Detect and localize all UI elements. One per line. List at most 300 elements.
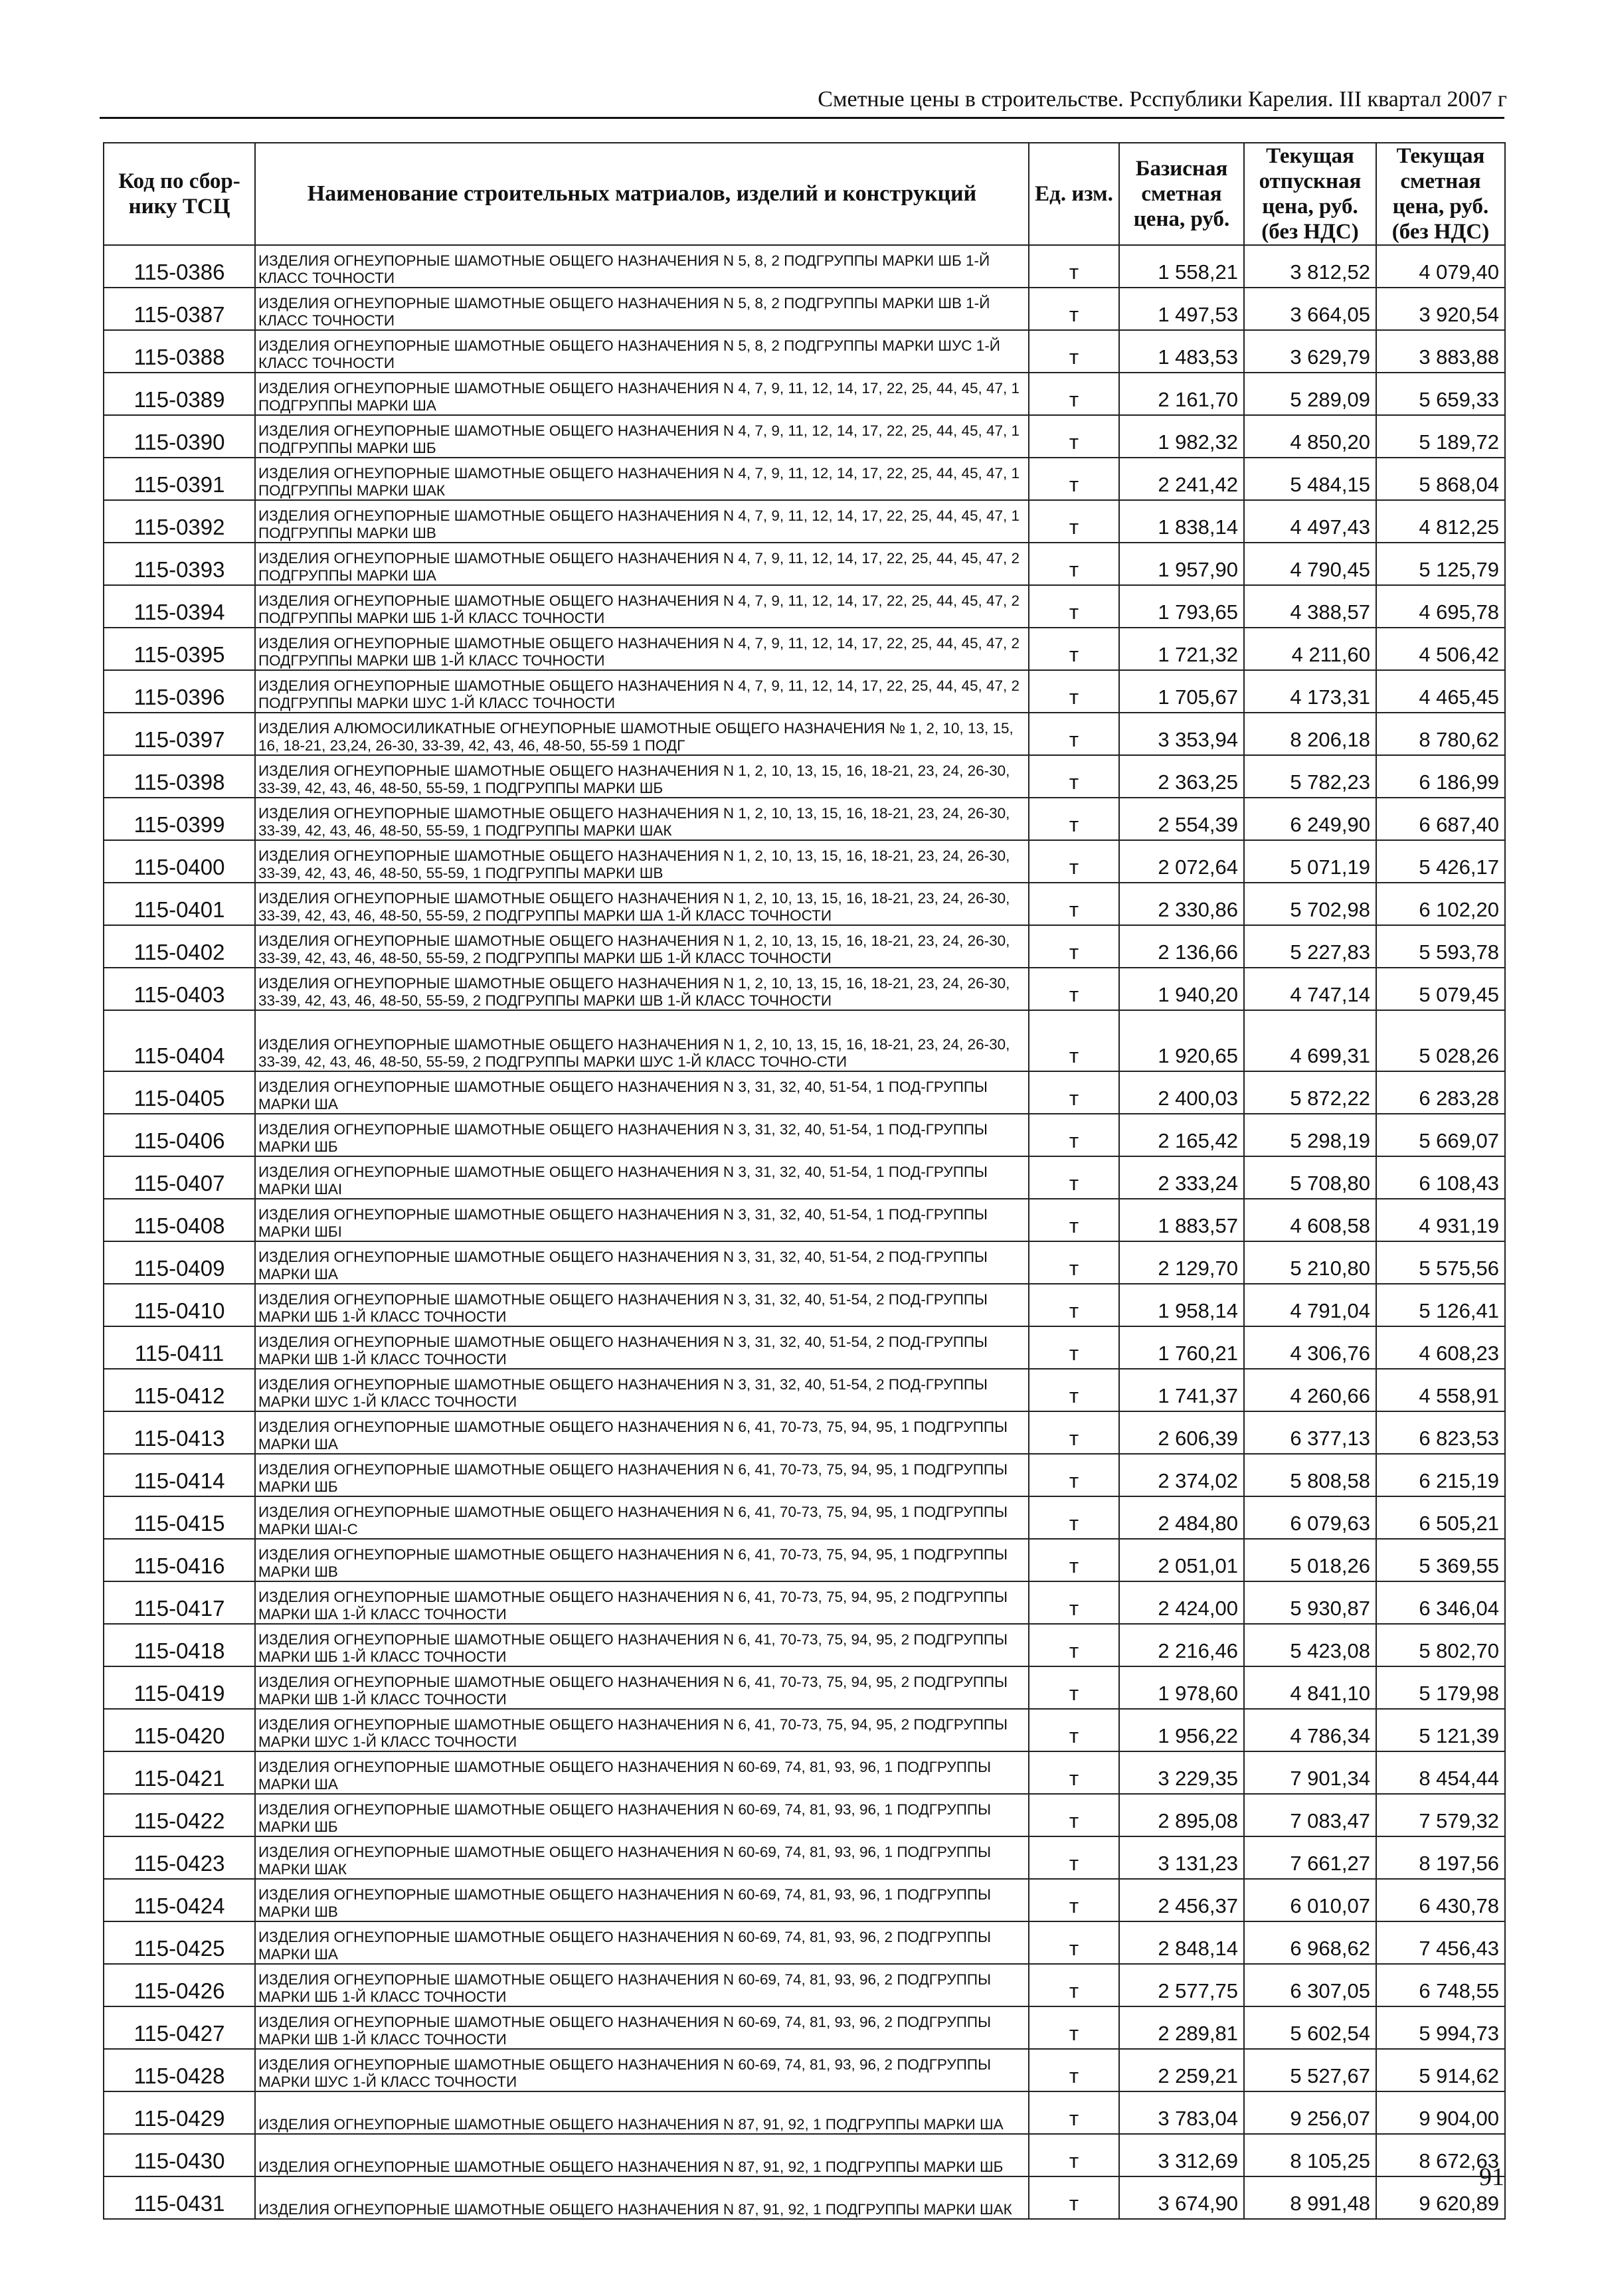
- cell-name: ИЗДЕЛИЯ ОГНЕУПОРНЫЕ ШАМОТНЫЕ ОБЩЕГО НАЗНАЧЕНИЯ N 4, 7, 9, 11, 12, 14, 17, 22, 25, 44, 45, 47, 1 ПОДГРУППЫ МАРКИ ШАК: [255, 458, 1029, 500]
- cell-current-release-price: 4 747,14: [1244, 968, 1376, 1010]
- cell-code: 115-0393: [104, 543, 255, 585]
- cell-base-price: 2 165,42: [1119, 1114, 1244, 1156]
- table-row: [104, 1411, 1505, 1454]
- cell-unit: т: [1029, 670, 1119, 713]
- cell-name: ИЗДЕЛИЯ ОГНЕУПОРНЫЕ ШАМОТНЫЕ ОБЩЕГО НАЗНАЧЕНИЯ N 6, 41, 70-73, 75, 94, 95, 2 ПОДГРУППЫ МАРКИ ШВ 1-Й КЛАСС ТОЧНОСТИ: [255, 1666, 1029, 1709]
- cell-code: 115-0386: [104, 245, 255, 288]
- cell-unit: т: [1029, 883, 1119, 925]
- cell-current-estimated-price: 5 126,41: [1376, 1284, 1505, 1326]
- cell-name: ИЗДЕЛИЯ ОГНЕУПОРНЫЕ ШАМОТНЫЕ ОБЩЕГО НАЗНАЧЕНИЯ N 60-69, 74, 81, 93, 96, 1 ПОДГРУППЫ МАРКИ ША: [255, 1751, 1029, 1794]
- cell-unit: т: [1029, 458, 1119, 500]
- column-header-unit: Ед. изм.: [1029, 143, 1119, 245]
- cell-name: ИЗДЕЛИЯ ОГНЕУПОРНЫЕ ШАМОТНЫЕ ОБЩЕГО НАЗНАЧЕНИЯ N 6, 41, 70-73, 75, 94, 95, 2 ПОДГРУППЫ МАРКИ ШБ 1-Й КЛАСС ТОЧНОСТИ: [255, 1624, 1029, 1666]
- cell-code: 115-0397: [104, 713, 255, 755]
- cell-code: 115-0423: [104, 1836, 255, 1879]
- table-row: [104, 1879, 1505, 1921]
- cell-base-price: 1 838,14: [1119, 500, 1244, 543]
- cell-current-estimated-price: 5 575,56: [1376, 1241, 1505, 1284]
- cell-code: 115-0407: [104, 1156, 255, 1199]
- cell-name: ИЗДЕЛИЯ ОГНЕУПОРНЫЕ ШАМОТНЫЕ ОБЩЕГО НАЗНАЧЕНИЯ N 60-69, 74, 81, 93, 96, 1 ПОДГРУППЫ МАРКИ ШАК: [255, 1836, 1029, 1879]
- cell-unit: т: [1029, 1879, 1119, 1921]
- cell-unit: т: [1029, 1921, 1119, 1964]
- cell-code: 115-0402: [104, 925, 255, 968]
- cell-unit: т: [1029, 1624, 1119, 1666]
- cell-base-price: 2 330,86: [1119, 883, 1244, 925]
- cell-current-release-price: 3 664,05: [1244, 288, 1376, 330]
- cell-name: ИЗДЕЛИЯ ОГНЕУПОРНЫЕ ШАМОТНЫЕ ОБЩЕГО НАЗНАЧЕНИЯ N 60-69, 74, 81, 93, 96, 2 ПОДГРУППЫ МАРКИ ШУС 1-Й КЛАСС ТОЧНОСТИ: [255, 2049, 1029, 2091]
- cell-name: ИЗДЕЛИЯ ОГНЕУПОРНЫЕ ШАМОТНЫЕ ОБЩЕГО НАЗНАЧЕНИЯ N 4, 7, 9, 11, 12, 14, 17, 22, 25, 44, 45, 47, 1 ПОДГРУППЫ МАРКИ ШВ: [255, 500, 1029, 543]
- cell-current-release-price: 5 018,26: [1244, 1539, 1376, 1581]
- cell-base-price: 2 072,64: [1119, 840, 1244, 883]
- cell-current-release-price: 5 602,54: [1244, 2006, 1376, 2049]
- cell-name: ИЗДЕЛИЯ ОГНЕУПОРНЫЕ ШАМОТНЫЕ ОБЩЕГО НАЗНАЧЕНИЯ N 4, 7, 9, 11, 12, 14, 17, 22, 25, 44, 45, 47, 1 ПОДГРУППЫ МАРКИ ШБ: [255, 415, 1029, 458]
- cell-current-release-price: 6 079,63: [1244, 1496, 1376, 1539]
- cell-current-estimated-price: 5 079,45: [1376, 968, 1505, 1010]
- cell-current-release-price: 6 307,05: [1244, 1964, 1376, 2006]
- cell-current-release-price: 4 608,58: [1244, 1199, 1376, 1241]
- table-row: [104, 373, 1505, 415]
- cell-unit: т: [1029, 1581, 1119, 1624]
- cell-base-price: 1 793,65: [1119, 585, 1244, 628]
- cell-name: ИЗДЕЛИЯ ОГНЕУПОРНЫЕ ШАМОТНЫЕ ОБЩЕГО НАЗНАЧЕНИЯ N 3, 31, 32, 40, 51-54, 1 ПОД-ГРУППЫ МАРКИ ША: [255, 1071, 1029, 1114]
- cell-code: 115-0413: [104, 1411, 255, 1454]
- table-row: [104, 1114, 1505, 1156]
- cell-unit: т: [1029, 1454, 1119, 1496]
- cell-code: 115-0410: [104, 1284, 255, 1326]
- table-row: [104, 2091, 1505, 2134]
- table-row: [104, 2049, 1505, 2091]
- cell-base-price: 2 161,70: [1119, 373, 1244, 415]
- cell-code: 115-0430: [104, 2134, 255, 2176]
- table-row: [104, 1199, 1505, 1241]
- cell-current-estimated-price: 4 506,42: [1376, 628, 1505, 670]
- cell-current-release-price: 4 173,31: [1244, 670, 1376, 713]
- cell-current-release-price: 5 708,80: [1244, 1156, 1376, 1199]
- cell-unit: т: [1029, 1071, 1119, 1114]
- cell-unit: т: [1029, 415, 1119, 458]
- cell-name: ИЗДЕЛИЯ ОГНЕУПОРНЫЕ ШАМОТНЫЕ ОБЩЕГО НАЗНАЧЕНИЯ N 60-69, 74, 81, 93, 96, 2 ПОДГРУППЫ МАРКИ ША: [255, 1921, 1029, 1964]
- cell-current-release-price: 4 791,04: [1244, 1284, 1376, 1326]
- cell-current-estimated-price: 8 780,62: [1376, 713, 1505, 755]
- cell-base-price: 2 333,24: [1119, 1156, 1244, 1199]
- cell-code: 115-0396: [104, 670, 255, 713]
- cell-unit: т: [1029, 1751, 1119, 1794]
- cell-current-estimated-price: 5 028,26: [1376, 1010, 1505, 1071]
- cell-code: 115-0431: [104, 2176, 255, 2219]
- cell-name: ИЗДЕЛИЯ ОГНЕУПОРНЫЕ ШАМОТНЫЕ ОБЩЕГО НАЗНАЧЕНИЯ N 3, 31, 32, 40, 51-54, 2 ПОД-ГРУППЫ МАРКИ ШБ 1-Й КЛАСС ТОЧНОСТИ: [255, 1284, 1029, 1326]
- cell-current-release-price: 5 210,80: [1244, 1241, 1376, 1284]
- table-row: [104, 1539, 1505, 1581]
- table-row: [104, 968, 1505, 1010]
- cell-base-price: 2 363,25: [1119, 755, 1244, 798]
- cell-name: ИЗДЕЛИЯ ОГНЕУПОРНЫЕ ШАМОТНЫЕ ОБЩЕГО НАЗНАЧЕНИЯ N 87, 91, 92, 1 ПОДГРУППЫ МАРКИ ША: [255, 2091, 1029, 2134]
- cell-base-price: 2 241,42: [1119, 458, 1244, 500]
- cell-name: ИЗДЕЛИЯ ОГНЕУПОРНЫЕ ШАМОТНЫЕ ОБЩЕГО НАЗНАЧЕНИЯ N 3, 31, 32, 40, 51-54, 1 ПОД-ГРУППЫ МАРКИ ШБ: [255, 1114, 1029, 1156]
- cell-current-estimated-price: 6 102,20: [1376, 883, 1505, 925]
- cell-base-price: 1 760,21: [1119, 1326, 1244, 1369]
- cell-current-estimated-price: 5 868,04: [1376, 458, 1505, 500]
- cell-current-release-price: 4 790,45: [1244, 543, 1376, 585]
- cell-base-price: 1 982,32: [1119, 415, 1244, 458]
- column-header-current-release-price: Текущая отпускная цена, руб. (без НДС): [1244, 143, 1376, 245]
- cell-current-estimated-price: 7 456,43: [1376, 1921, 1505, 1964]
- cell-base-price: 2 424,00: [1119, 1581, 1244, 1624]
- cell-code: 115-0411: [104, 1326, 255, 1369]
- cell-code: 115-0392: [104, 500, 255, 543]
- cell-current-release-price: 4 699,31: [1244, 1010, 1376, 1071]
- cell-unit: т: [1029, 1411, 1119, 1454]
- cell-base-price: 3 229,35: [1119, 1751, 1244, 1794]
- column-header-current-estimated-price: Текущая сметная цена, руб. (без НДС): [1376, 143, 1505, 245]
- cell-base-price: 1 705,67: [1119, 670, 1244, 713]
- table-body: [104, 245, 1505, 2219]
- cell-unit: т: [1029, 2176, 1119, 2219]
- cell-current-estimated-price: 4 812,25: [1376, 500, 1505, 543]
- table-row: [104, 1241, 1505, 1284]
- cell-base-price: 2 606,39: [1119, 1411, 1244, 1454]
- cell-unit: т: [1029, 1369, 1119, 1411]
- cell-current-release-price: 4 388,57: [1244, 585, 1376, 628]
- cell-current-estimated-price: 6 687,40: [1376, 798, 1505, 840]
- cell-name: ИЗДЕЛИЯ ОГНЕУПОРНЫЕ ШАМОТНЫЕ ОБЩЕГО НАЗНАЧЕНИЯ N 1, 2, 10, 13, 15, 16, 18-21, 23, 24, 26-30, 33-39, 42, 43, 46, 48-50, 55-59, 2 ПОДГРУППЫ МАРКИ ШБ 1-Й КЛАСС ТОЧНОСТИ: [255, 925, 1029, 968]
- page-number: 91: [1479, 2163, 1504, 2191]
- cell-current-release-price: 7 083,47: [1244, 1794, 1376, 1836]
- cell-current-release-price: 5 702,98: [1244, 883, 1376, 925]
- cell-current-estimated-price: 8 672,63: [1376, 2134, 1505, 2176]
- cell-name: ИЗДЕЛИЯ ОГНЕУПОРНЫЕ ШАМОТНЫЕ ОБЩЕГО НАЗНАЧЕНИЯ N 6, 41, 70-73, 75, 94, 95, 1 ПОДГРУППЫ МАРКИ ШБ: [255, 1454, 1029, 1496]
- cell-base-price: 1 483,53: [1119, 330, 1244, 373]
- cell-base-price: 2 554,39: [1119, 798, 1244, 840]
- cell-unit: т: [1029, 1199, 1119, 1241]
- cell-current-estimated-price: 6 283,28: [1376, 1071, 1505, 1114]
- cell-current-release-price: 5 423,08: [1244, 1624, 1376, 1666]
- cell-unit: т: [1029, 1666, 1119, 1709]
- cell-current-estimated-price: 4 558,91: [1376, 1369, 1505, 1411]
- table-row: [104, 458, 1505, 500]
- cell-base-price: 2 400,03: [1119, 1071, 1244, 1114]
- cell-code: 115-0418: [104, 1624, 255, 1666]
- table-row: [104, 1751, 1505, 1794]
- cell-current-release-price: 5 930,87: [1244, 1581, 1376, 1624]
- cell-unit: т: [1029, 288, 1119, 330]
- table-row: [104, 245, 1505, 288]
- table-row: [104, 1284, 1505, 1326]
- cell-code: 115-0401: [104, 883, 255, 925]
- table-row: [104, 1666, 1505, 1709]
- cell-unit: т: [1029, 543, 1119, 585]
- cell-current-estimated-price: 4 465,45: [1376, 670, 1505, 713]
- cell-name: ИЗДЕЛИЯ ОГНЕУПОРНЫЕ ШАМОТНЫЕ ОБЩЕГО НАЗНАЧЕНИЯ N 3, 31, 32, 40, 51-54, 2 ПОД-ГРУППЫ МАРКИ ША: [255, 1241, 1029, 1284]
- cell-current-estimated-price: 5 369,55: [1376, 1539, 1505, 1581]
- cell-name: ИЗДЕЛИЯ ОГНЕУПОРНЫЕ ШАМОТНЫЕ ОБЩЕГО НАЗНАЧЕНИЯ N 1, 2, 10, 13, 15, 16, 18-21, 23, 24, 26-30, 33-39, 42, 43, 46, 48-50, 55-59, 2 ПОДГРУППЫ МАРКИ ШУС 1-Й КЛАСС ТОЧНО-СТИ: [255, 1010, 1029, 1071]
- cell-code: 115-0422: [104, 1794, 255, 1836]
- cell-unit: т: [1029, 968, 1119, 1010]
- cell-code: 115-0429: [104, 2091, 255, 2134]
- cell-code: 115-0412: [104, 1369, 255, 1411]
- cell-code: 115-0399: [104, 798, 255, 840]
- cell-name: ИЗДЕЛИЯ ОГНЕУПОРНЫЕ ШАМОТНЫЕ ОБЩЕГО НАЗНАЧЕНИЯ N 60-69, 74, 81, 93, 96, 2 ПОДГРУППЫ МАРКИ ШБ 1-Й КЛАСС ТОЧНОСТИ: [255, 1964, 1029, 2006]
- table-row: [104, 925, 1505, 968]
- cell-base-price: 1 497,53: [1119, 288, 1244, 330]
- cell-unit: т: [1029, 1156, 1119, 1199]
- cell-current-estimated-price: 4 079,40: [1376, 245, 1505, 288]
- cell-current-estimated-price: 8 454,44: [1376, 1751, 1505, 1794]
- cell-unit: т: [1029, 245, 1119, 288]
- cell-base-price: 1 957,90: [1119, 543, 1244, 585]
- running-header: Сметные цены в строительстве. Рсспублики Карелия. III квартал 2007 г: [818, 87, 1507, 112]
- cell-unit: т: [1029, 2006, 1119, 2049]
- cell-name: ИЗДЕЛИЯ ОГНЕУПОРНЫЕ ШАМОТНЫЕ ОБЩЕГО НАЗНАЧЕНИЯ N 87, 91, 92, 1 ПОДГРУППЫ МАРКИ ШАК: [255, 2176, 1029, 2219]
- column-header-code: Код по сбор-нику ТСЦ: [104, 143, 255, 245]
- cell-name: ИЗДЕЛИЯ ОГНЕУПОРНЫЕ ШАМОТНЫЕ ОБЩЕГО НАЗНАЧЕНИЯ N 5, 8, 2 ПОДГРУППЫ МАРКИ ШУС 1-Й КЛАСС ТОЧНОСТИ: [255, 330, 1029, 373]
- cell-name: ИЗДЕЛИЯ ОГНЕУПОРНЫЕ ШАМОТНЫЕ ОБЩЕГО НАЗНАЧЕНИЯ N 1, 2, 10, 13, 15, 16, 18-21, 23, 24, 26-30, 33-39, 42, 43, 46, 48-50, 55-59, 1 ПОДГРУППЫ МАРКИ ШВ: [255, 840, 1029, 883]
- cell-current-release-price: 3 629,79: [1244, 330, 1376, 373]
- cell-unit: т: [1029, 1114, 1119, 1156]
- table-row: [104, 288, 1505, 330]
- cell-code: 115-0417: [104, 1581, 255, 1624]
- table-row: [104, 1010, 1505, 1071]
- cell-unit: т: [1029, 1010, 1119, 1071]
- cell-code: 115-0395: [104, 628, 255, 670]
- cell-base-price: 1 940,20: [1119, 968, 1244, 1010]
- cell-current-estimated-price: 6 748,55: [1376, 1964, 1505, 2006]
- table-row: [104, 670, 1505, 713]
- table-row: [104, 1709, 1505, 1751]
- table-row: [104, 1369, 1505, 1411]
- cell-code: 115-0409: [104, 1241, 255, 1284]
- cell-current-release-price: 7 901,34: [1244, 1751, 1376, 1794]
- table-row: [104, 1496, 1505, 1539]
- cell-unit: т: [1029, 1496, 1119, 1539]
- cell-base-price: 3 674,90: [1119, 2176, 1244, 2219]
- cell-code: 115-0398: [104, 755, 255, 798]
- cell-current-release-price: 5 484,15: [1244, 458, 1376, 500]
- cell-current-estimated-price: 5 669,07: [1376, 1114, 1505, 1156]
- cell-name: ИЗДЕЛИЯ ОГНЕУПОРНЫЕ ШАМОТНЫЕ ОБЩЕГО НАЗНАЧЕНИЯ N 4, 7, 9, 11, 12, 14, 17, 22, 25, 44, 45, 47, 2 ПОДГРУППЫ МАРКИ ШУС 1-Й КЛАСС ТОЧНОСТИ: [255, 670, 1029, 713]
- cell-current-estimated-price: 3 920,54: [1376, 288, 1505, 330]
- cell-code: 115-0419: [104, 1666, 255, 1709]
- cell-base-price: 3 783,04: [1119, 2091, 1244, 2134]
- cell-current-release-price: 4 211,60: [1244, 628, 1376, 670]
- cell-base-price: 1 978,60: [1119, 1666, 1244, 1709]
- table-row: [104, 1454, 1505, 1496]
- cell-current-estimated-price: 5 426,17: [1376, 840, 1505, 883]
- cell-current-estimated-price: 5 914,62: [1376, 2049, 1505, 2091]
- cell-unit: т: [1029, 1539, 1119, 1581]
- table-row: [104, 2176, 1505, 2219]
- cell-base-price: 1 883,57: [1119, 1199, 1244, 1241]
- cell-code: 115-0391: [104, 458, 255, 500]
- cell-current-estimated-price: 6 346,04: [1376, 1581, 1505, 1624]
- cell-code: 115-0420: [104, 1709, 255, 1751]
- cell-code: 115-0415: [104, 1496, 255, 1539]
- cell-name: ИЗДЕЛИЯ ОГНЕУПОРНЫЕ ШАМОТНЫЕ ОБЩЕГО НАЗНАЧЕНИЯ N 5, 8, 2 ПОДГРУППЫ МАРКИ ШВ 1-Й КЛАСС ТОЧНОСТИ: [255, 288, 1029, 330]
- cell-current-release-price: 4 841,10: [1244, 1666, 1376, 1709]
- cell-name: ИЗДЕЛИЯ ОГНЕУПОРНЫЕ ШАМОТНЫЕ ОБЩЕГО НАЗНАЧЕНИЯ N 60-69, 74, 81, 93, 96, 1 ПОДГРУППЫ МАРКИ ШБ: [255, 1794, 1029, 1836]
- cell-current-release-price: 5 808,58: [1244, 1454, 1376, 1496]
- table-row: [104, 798, 1505, 840]
- cell-current-release-price: 6 010,07: [1244, 1879, 1376, 1921]
- cell-code: 115-0389: [104, 373, 255, 415]
- cell-current-estimated-price: 6 215,19: [1376, 1454, 1505, 1496]
- cell-name: ИЗДЕЛИЯ ОГНЕУПОРНЫЕ ШАМОТНЫЕ ОБЩЕГО НАЗНАЧЕНИЯ N 6, 41, 70-73, 75, 94, 95, 1 ПОДГРУППЫ МАРКИ ШАI-С: [255, 1496, 1029, 1539]
- table-row: [104, 330, 1505, 373]
- cell-current-release-price: 7 661,27: [1244, 1836, 1376, 1879]
- cell-name: ИЗДЕЛИЯ ОГНЕУПОРНЫЕ ШАМОТНЫЕ ОБЩЕГО НАЗНАЧЕНИЯ N 6, 41, 70-73, 75, 94, 95, 2 ПОДГРУППЫ МАРКИ ША 1-Й КЛАСС ТОЧНОСТИ: [255, 1581, 1029, 1624]
- cell-current-estimated-price: 6 823,53: [1376, 1411, 1505, 1454]
- cell-current-release-price: 3 812,52: [1244, 245, 1376, 288]
- table-header-row: [104, 143, 1505, 245]
- cell-unit: т: [1029, 2049, 1119, 2091]
- cell-code: 115-0400: [104, 840, 255, 883]
- cell-current-estimated-price: 6 430,78: [1376, 1879, 1505, 1921]
- cell-unit: т: [1029, 330, 1119, 373]
- cell-code: 115-0403: [104, 968, 255, 1010]
- cell-unit: т: [1029, 500, 1119, 543]
- column-header-base-price: Базисная сметная цена, руб.: [1119, 143, 1244, 245]
- cell-unit: т: [1029, 2091, 1119, 2134]
- cell-unit: т: [1029, 1709, 1119, 1751]
- cell-name: ИЗДЕЛИЯ ОГНЕУПОРНЫЕ ШАМОТНЫЕ ОБЩЕГО НАЗНАЧЕНИЯ N 6, 41, 70-73, 75, 94, 95, 2 ПОДГРУППЫ МАРКИ ШУС 1-Й КЛАСС ТОЧНОСТИ: [255, 1709, 1029, 1751]
- cell-name: ИЗДЕЛИЯ АЛЮМОСИЛИКАТНЫЕ ОГНЕУПОРНЫЕ ШАМОТНЫЕ ОБЩЕГО НАЗНАЧЕНИЯ № 1, 2, 10, 13, 15, 16, 18-21, 23,24, 26-30, 33-39, 42, 43, 46, 48-50, 55-59 1 ПОДГ: [255, 713, 1029, 755]
- cell-unit: т: [1029, 1836, 1119, 1879]
- table-row: [104, 2006, 1505, 2049]
- cell-base-price: 2 216,46: [1119, 1624, 1244, 1666]
- cell-name: ИЗДЕЛИЯ ОГНЕУПОРНЫЕ ШАМОТНЫЕ ОБЩЕГО НАЗНАЧЕНИЯ N 4, 7, 9, 11, 12, 14, 17, 22, 25, 44, 45, 47, 2 ПОДГРУППЫ МАРКИ ШБ 1-Й КЛАСС ТОЧНОСТИ: [255, 585, 1029, 628]
- cell-name: ИЗДЕЛИЯ ОГНЕУПОРНЫЕ ШАМОТНЫЕ ОБЩЕГО НАЗНАЧЕНИЯ N 3, 31, 32, 40, 51-54, 2 ПОД-ГРУППЫ МАРКИ ШВ 1-Й КЛАСС ТОЧНОСТИ: [255, 1326, 1029, 1369]
- cell-base-price: 2 848,14: [1119, 1921, 1244, 1964]
- cell-current-estimated-price: 4 608,23: [1376, 1326, 1505, 1369]
- cell-unit: т: [1029, 2134, 1119, 2176]
- cell-current-release-price: 5 071,19: [1244, 840, 1376, 883]
- table-row: [104, 1921, 1505, 1964]
- table-row: [104, 1581, 1505, 1624]
- table-row: [104, 2134, 1505, 2176]
- cell-current-estimated-price: 5 121,39: [1376, 1709, 1505, 1751]
- cell-code: 115-0414: [104, 1454, 255, 1496]
- cell-base-price: 3 353,94: [1119, 713, 1244, 755]
- cell-code: 115-0406: [104, 1114, 255, 1156]
- cell-unit: т: [1029, 585, 1119, 628]
- cell-name: ИЗДЕЛИЯ ОГНЕУПОРНЫЕ ШАМОТНЫЕ ОБЩЕГО НАЗНАЧЕНИЯ N 4, 7, 9, 11, 12, 14, 17, 22, 25, 44, 45, 47, 2 ПОДГРУППЫ МАРКИ ШВ 1-Й КЛАСС ТОЧНОСТИ: [255, 628, 1029, 670]
- cell-name: ИЗДЕЛИЯ ОГНЕУПОРНЫЕ ШАМОТНЫЕ ОБЩЕГО НАЗНАЧЕНИЯ N 4, 7, 9, 11, 12, 14, 17, 22, 25, 44, 45, 47, 1 ПОДГРУППЫ МАРКИ ША: [255, 373, 1029, 415]
- cell-base-price: 2 259,21: [1119, 2049, 1244, 2091]
- cell-unit: т: [1029, 798, 1119, 840]
- cell-base-price: 1 920,65: [1119, 1010, 1244, 1071]
- cell-current-estimated-price: 9 620,89: [1376, 2176, 1505, 2219]
- cell-base-price: 2 577,75: [1119, 1964, 1244, 2006]
- cell-current-release-price: 5 782,23: [1244, 755, 1376, 798]
- table-row: [104, 1326, 1505, 1369]
- cell-unit: т: [1029, 1964, 1119, 2006]
- cell-code: 115-0408: [104, 1199, 255, 1241]
- cell-current-estimated-price: 7 579,32: [1376, 1794, 1505, 1836]
- cell-name: ИЗДЕЛИЯ ОГНЕУПОРНЫЕ ШАМОТНЫЕ ОБЩЕГО НАЗНАЧЕНИЯ N 3, 31, 32, 40, 51-54, 1 ПОД-ГРУППЫ МАРКИ ШБI: [255, 1199, 1029, 1241]
- cell-unit: т: [1029, 755, 1119, 798]
- cell-base-price: 1 721,32: [1119, 628, 1244, 670]
- cell-current-release-price: 4 850,20: [1244, 415, 1376, 458]
- column-header-name: Наименование строительных матриалов, изделий и конструкций: [255, 143, 1029, 245]
- cell-current-release-price: 5 227,83: [1244, 925, 1376, 968]
- cell-current-release-price: 9 256,07: [1244, 2091, 1376, 2134]
- cell-current-release-price: 5 298,19: [1244, 1114, 1376, 1156]
- cell-base-price: 2 289,81: [1119, 2006, 1244, 2049]
- table-row: [104, 883, 1505, 925]
- cell-current-release-price: 5 289,09: [1244, 373, 1376, 415]
- cell-current-estimated-price: 5 659,33: [1376, 373, 1505, 415]
- header-rule: [100, 117, 1504, 119]
- table-row: [104, 585, 1505, 628]
- table-row: [104, 628, 1505, 670]
- table-row: [104, 1071, 1505, 1114]
- cell-name: ИЗДЕЛИЯ ОГНЕУПОРНЫЕ ШАМОТНЫЕ ОБЩЕГО НАЗНАЧЕНИЯ N 1, 2, 10, 13, 15, 16, 18-21, 23, 24, 26-30, 33-39, 42, 43, 46, 48-50, 55-59, 2 ПОДГРУППЫ МАРКИ ША 1-Й КЛАСС ТОЧНОСТИ: [255, 883, 1029, 925]
- cell-code: 115-0426: [104, 1964, 255, 2006]
- table-row: [104, 1836, 1505, 1879]
- table-row: [104, 500, 1505, 543]
- cell-code: 115-0405: [104, 1071, 255, 1114]
- cell-base-price: 3 312,69: [1119, 2134, 1244, 2176]
- cell-name: ИЗДЕЛИЯ ОГНЕУПОРНЫЕ ШАМОТНЫЕ ОБЩЕГО НАЗНАЧЕНИЯ N 6, 41, 70-73, 75, 94, 95, 1 ПОДГРУППЫ МАРКИ ША: [255, 1411, 1029, 1454]
- cell-code: 115-0387: [104, 288, 255, 330]
- cell-code: 115-0388: [104, 330, 255, 373]
- table-row: [104, 1964, 1505, 2006]
- table-row: [104, 840, 1505, 883]
- cell-name: ИЗДЕЛИЯ ОГНЕУПОРНЫЕ ШАМОТНЫЕ ОБЩЕГО НАЗНАЧЕНИЯ N 4, 7, 9, 11, 12, 14, 17, 22, 25, 44, 45, 47, 2 ПОДГРУППЫ МАРКИ ША: [255, 543, 1029, 585]
- cell-current-estimated-price: 3 883,88: [1376, 330, 1505, 373]
- cell-code: 115-0421: [104, 1751, 255, 1794]
- table-row: [104, 1156, 1505, 1199]
- cell-current-estimated-price: 4 695,78: [1376, 585, 1505, 628]
- cell-current-release-price: 4 786,34: [1244, 1709, 1376, 1751]
- cell-current-estimated-price: 5 179,98: [1376, 1666, 1505, 1709]
- cell-current-estimated-price: 5 802,70: [1376, 1624, 1505, 1666]
- cell-name: ИЗДЕЛИЯ ОГНЕУПОРНЫЕ ШАМОТНЫЕ ОБЩЕГО НАЗНАЧЕНИЯ N 87, 91, 92, 1 ПОДГРУППЫ МАРКИ ШБ: [255, 2134, 1029, 2176]
- cell-name: ИЗДЕЛИЯ ОГНЕУПОРНЫЕ ШАМОТНЫЕ ОБЩЕГО НАЗНАЧЕНИЯ N 1, 2, 10, 13, 15, 16, 18-21, 23, 24, 26-30, 33-39, 42, 43, 46, 48-50, 55-59, 2 ПОДГРУППЫ МАРКИ ШВ 1-Й КЛАСС ТОЧНОСТИ: [255, 968, 1029, 1010]
- cell-current-estimated-price: 6 186,99: [1376, 755, 1505, 798]
- cell-unit: т: [1029, 1326, 1119, 1369]
- cell-unit: т: [1029, 840, 1119, 883]
- table-row: [104, 1624, 1505, 1666]
- cell-current-release-price: 5 872,22: [1244, 1071, 1376, 1114]
- cell-current-release-price: 5 527,67: [1244, 2049, 1376, 2091]
- cell-name: ИЗДЕЛИЯ ОГНЕУПОРНЫЕ ШАМОТНЫЕ ОБЩЕГО НАЗНАЧЕНИЯ N 3, 31, 32, 40, 51-54, 1 ПОД-ГРУППЫ МАРКИ ШАI: [255, 1156, 1029, 1199]
- cell-base-price: 2 136,66: [1119, 925, 1244, 968]
- cell-unit: т: [1029, 1794, 1119, 1836]
- cell-current-release-price: 6 377,13: [1244, 1411, 1376, 1454]
- table-row: [104, 415, 1505, 458]
- cell-unit: т: [1029, 1284, 1119, 1326]
- cell-unit: т: [1029, 628, 1119, 670]
- cell-name: ИЗДЕЛИЯ ОГНЕУПОРНЫЕ ШАМОТНЫЕ ОБЩЕГО НАЗНАЧЕНИЯ N 60-69, 74, 81, 93, 96, 2 ПОДГРУППЫ МАРКИ ШВ 1-Й КЛАСС ТОЧНОСТИ: [255, 2006, 1029, 2049]
- cell-base-price: 2 484,80: [1119, 1496, 1244, 1539]
- cell-current-release-price: 4 306,76: [1244, 1326, 1376, 1369]
- cell-code: 115-0404: [104, 1010, 255, 1071]
- cell-base-price: 1 956,22: [1119, 1709, 1244, 1751]
- cell-code: 115-0424: [104, 1879, 255, 1921]
- cell-name: ИЗДЕЛИЯ ОГНЕУПОРНЫЕ ШАМОТНЫЕ ОБЩЕГО НАЗНАЧЕНИЯ N 3, 31, 32, 40, 51-54, 2 ПОД-ГРУППЫ МАРКИ ШУС 1-Й КЛАСС ТОЧНОСТИ: [255, 1369, 1029, 1411]
- cell-base-price: 2 895,08: [1119, 1794, 1244, 1836]
- cell-current-estimated-price: 5 994,73: [1376, 2006, 1505, 2049]
- cell-current-estimated-price: 8 197,56: [1376, 1836, 1505, 1879]
- cell-unit: т: [1029, 1241, 1119, 1284]
- cell-code: 115-0394: [104, 585, 255, 628]
- cell-current-estimated-price: 5 189,72: [1376, 415, 1505, 458]
- cell-code: 115-0428: [104, 2049, 255, 2091]
- cell-base-price: 2 456,37: [1119, 1879, 1244, 1921]
- table-row: [104, 543, 1505, 585]
- cell-name: ИЗДЕЛИЯ ОГНЕУПОРНЫЕ ШАМОТНЫЕ ОБЩЕГО НАЗНАЧЕНИЯ N 60-69, 74, 81, 93, 96, 1 ПОДГРУППЫ МАРКИ ШВ: [255, 1879, 1029, 1921]
- cell-current-release-price: 8 105,25: [1244, 2134, 1376, 2176]
